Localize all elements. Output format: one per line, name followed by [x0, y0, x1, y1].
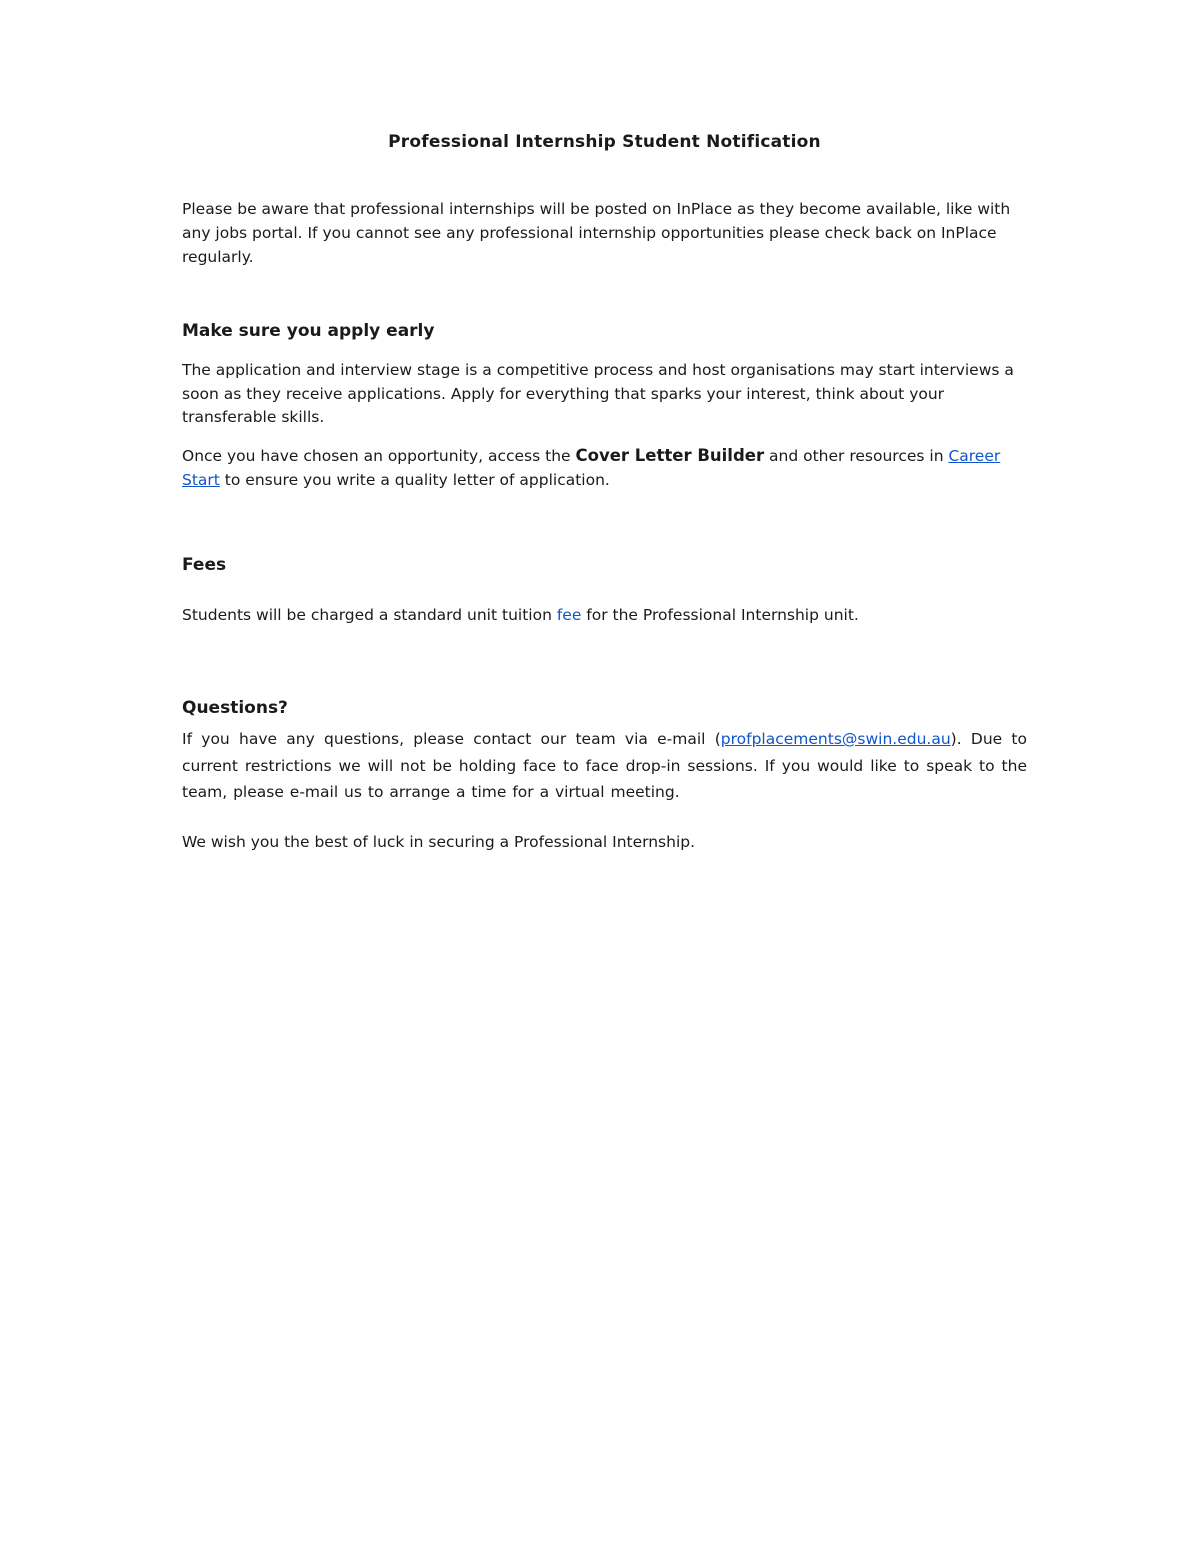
fee-link[interactable]: fee: [556, 606, 582, 624]
cover-text-before: Once you have chosen an opportunity, access the: [182, 447, 576, 465]
fees-text-after: for the Professional Internship unit.: [581, 606, 859, 624]
questions-text-before: If you have any questions, please contact our team via e-mail (: [182, 730, 721, 748]
document-title: Professional Internship Student Notification: [388, 132, 821, 152]
apply-early-paragraph: The application and interview stage is a competitive process and host organisations may start interviews a soon as they receive applications. Apply for everything that sparks your interest, think about your transferable skills.: [182, 361, 1014, 426]
cover-letter-paragraph: [182, 444, 1027, 492]
questions-paragraph: [182, 726, 1027, 806]
apply-early-heading: Make sure you apply early: [182, 321, 435, 341]
email-link[interactable]: profplacements@swin.edu.au: [720, 730, 951, 748]
closing-paragraph: We wish you the best of luck in securing a Professional Internship.: [182, 833, 696, 851]
questions-heading: Questions?: [182, 698, 288, 718]
fees-paragraph: [182, 603, 1027, 627]
cover-text-after: to ensure you write a quality letter of application.: [219, 471, 610, 489]
intro-paragraph: Please be aware that professional internships will be posted on InPlace as they become available, like with any jobs portal. If you cannot see any professional internship opportunities please check back on InPlace regularly.: [182, 200, 1011, 266]
career-start-link[interactable]: Career Start: [182, 447, 1001, 489]
cover-letter-builder-label: Cover Letter Builder: [575, 446, 765, 465]
fees-text-before: Students will be charged a standard unit tuition: [182, 606, 557, 624]
questions-text-after: ). Due to current restrictions we will not be holding face to face drop-in sessions. If you would like to speak to the team, please e-mail us to arrange a time for a virtual meeting.: [182, 730, 1027, 801]
fees-heading: Fees: [182, 555, 227, 575]
cover-text-middle: and other resources in: [764, 447, 949, 465]
